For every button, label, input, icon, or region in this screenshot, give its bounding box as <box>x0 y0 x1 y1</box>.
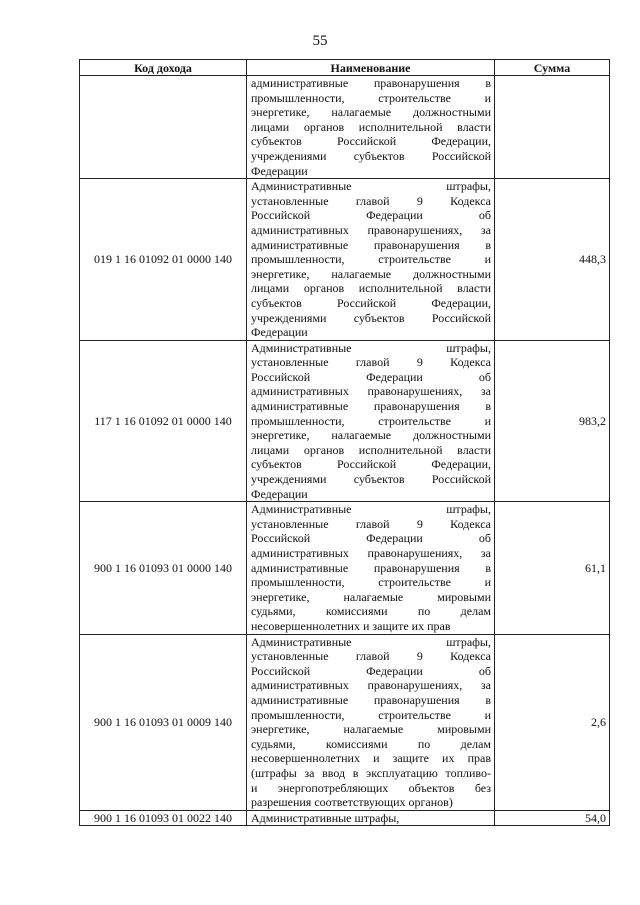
name-line: учреждениями субъектов Российской <box>251 310 491 325</box>
table-body <box>80 76 610 826</box>
table-row <box>80 340 610 502</box>
name-line: Российской Федерации об <box>251 369 491 384</box>
revenue-table <box>79 59 610 826</box>
revenue-code: 900 1 16 01093 01 0022 140 <box>80 810 247 826</box>
table-row <box>80 502 610 634</box>
table-header-row <box>80 60 610 76</box>
revenue-name <box>247 179 495 341</box>
name-line: судьями, комиссиями по делам <box>251 736 491 751</box>
name-line: административных правонарушениях, за <box>251 678 491 693</box>
name-line: энергетике, налагаемые должностными <box>251 105 491 120</box>
page-number: 55 <box>312 33 328 49</box>
name-line: лицами органов исполнительной власти <box>251 119 491 134</box>
revenue-name <box>247 76 495 179</box>
name-line: учреждениями субъектов Российской <box>251 148 491 163</box>
name-line: установленные главой 9 Кодекса <box>251 649 491 664</box>
table-row <box>80 810 610 826</box>
name-line: лицами органов исполнительной власти <box>251 442 491 457</box>
name-line: учреждениями субъектов Российской <box>251 472 491 487</box>
revenue-code: 117 1 16 01092 01 0000 140 <box>80 340 247 502</box>
name-line: установленные главой 9 Кодекса <box>251 193 491 208</box>
name-line: промышленности, строительстве и <box>251 413 491 428</box>
revenue-sum: 448,3 <box>495 179 610 341</box>
revenue-sum: 2,6 <box>495 634 610 810</box>
name-line: Российской Федерации об <box>251 531 491 546</box>
header-name: Наименование <box>247 60 495 76</box>
revenue-name <box>247 340 495 502</box>
name-line: установленные главой 9 Кодекса <box>251 516 491 531</box>
revenue-sum: 61,1 <box>495 502 610 634</box>
name-line: Федерации <box>251 486 308 501</box>
name-line: административные правонарушения в <box>251 237 491 252</box>
name-line: субъектов Российской Федерации, <box>251 295 491 310</box>
name-line: энергетике, налагаемые мировыми <box>251 722 491 737</box>
name-line: административных правонарушениях, за <box>251 384 491 399</box>
name-line: и энергопотребляющих объектов без <box>251 780 491 795</box>
name-line: установленные главой 9 Кодекса <box>251 355 491 370</box>
name-line: Административные штрафы, <box>251 810 400 825</box>
revenue-code: 900 1 16 01093 01 0000 140 <box>80 502 247 634</box>
name-line: Административные штрафы, <box>251 179 491 194</box>
revenue-code: 019 1 16 01092 01 0000 140 <box>80 179 247 341</box>
header-code: Код дохода <box>80 60 247 76</box>
table-row <box>80 179 610 341</box>
revenue-code <box>80 76 247 179</box>
name-line: (штрафы за ввод в эксплуатацию топливо- <box>251 765 491 780</box>
header-sum: Сумма <box>495 60 610 76</box>
name-line: энергетике, налагаемые мировыми <box>251 589 491 604</box>
name-line: промышленности, строительстве и <box>251 90 491 105</box>
name-line: энергетике, налагаемые должностными <box>251 428 491 443</box>
name-line: Российской Федерации об <box>251 663 491 678</box>
name-line: несовершеннолетних и защите их прав <box>251 618 451 633</box>
name-line: административных правонарушениях, за <box>251 546 491 560</box>
name-line: административные правонарушения в <box>251 399 491 414</box>
table-row <box>80 634 610 810</box>
name-line: административные правонарушения в <box>251 692 491 707</box>
name-line: судьями, комиссиями по делам <box>251 604 491 619</box>
revenue-name <box>247 810 495 826</box>
name-line: административных правонарушениях, за <box>251 222 491 237</box>
revenue-sum <box>495 76 610 179</box>
name-line: промышленности, строительстве и <box>251 707 491 722</box>
name-line: административные правонарушения в <box>251 560 491 575</box>
revenue-code: 900 1 16 01093 01 0009 140 <box>80 634 247 810</box>
name-line: лицами органов исполнительной власти <box>251 281 491 296</box>
name-line: Административные штрафы, <box>251 340 491 355</box>
revenue-sum: 983,2 <box>495 340 610 502</box>
name-line: промышленности, строительстве и <box>251 252 491 267</box>
name-line: энергетике, налагаемые должностными <box>251 266 491 281</box>
name-line: несовершеннолетних и защите их прав <box>251 751 491 766</box>
revenue-sum: 54,0 <box>495 810 610 826</box>
table-row <box>80 76 610 179</box>
name-line: Российской Федерации об <box>251 208 491 223</box>
name-line: Административные штрафы, <box>251 502 491 517</box>
name-line: промышленности, строительстве и <box>251 575 491 590</box>
revenue-name <box>247 502 495 634</box>
revenue-name <box>247 634 495 810</box>
name-line: разрешения соответствующих органов) <box>251 795 453 810</box>
name-line: субъектов Российской Федерации, <box>251 457 491 472</box>
name-line: Федерации <box>251 163 308 178</box>
name-line: субъектов Российской Федерации, <box>251 134 491 149</box>
name-line: административные правонарушения в <box>251 76 491 90</box>
name-line: Федерации <box>251 325 308 340</box>
name-line: Административные штрафы, <box>251 634 491 649</box>
